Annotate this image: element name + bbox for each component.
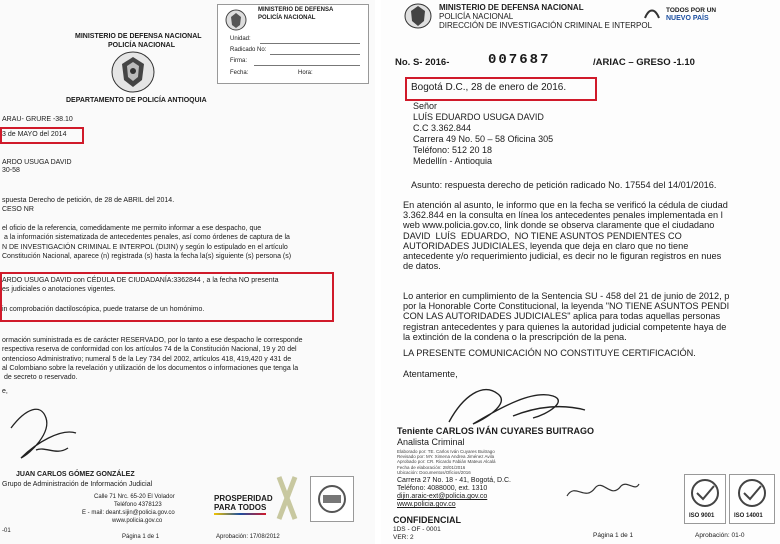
right-letter-page [381,0,780,544]
left-footer-approval: Aprobación: 17/08/2012 [216,534,280,540]
iso-14001-logo [729,474,775,524]
right-signer-title: Analista Criminal [397,437,465,447]
reception-stamp-box [217,4,369,84]
left-reference-code: ARAU- GRURE -38.10 [2,116,73,123]
right-approval: Aprobación: 01-0 [695,532,745,539]
stamp-crest-icon [224,8,248,32]
right-signature-icon [443,376,593,432]
right-footer-address: Carrera 27 No. 18 - 41, Bogotá, D.C. [397,477,511,484]
left-header-police: POLICÍA NACIONAL [108,42,176,49]
left-footer-address: Calle 71 Nrc. 65-20 El Volador [94,494,175,500]
left-signer-title: Grupo de Administración de Información Judicial [2,481,153,488]
left-closing: e, [2,388,8,395]
left-addressee-name: ARDO USUGA DAVID [2,159,72,166]
left-footer-code: -01 [2,528,11,534]
stamp-title-line1: MINISTERIO DE DEFENSA [258,7,334,13]
left-letter-page [0,0,375,544]
right-closing: Atentamente, [403,369,458,379]
slogan-line2: NUEVO PAÍS [666,15,709,22]
left-footer-phone: Teléfono 4378123 [114,502,162,508]
left-department: DEPARTAMENTO DE POLICÍA ANTIOQUIA [66,97,207,104]
right-page: Página 1 de 1 [593,532,634,539]
stamp-title-line2: POLICÍA NACIONAL [258,15,316,21]
right-footer-phone: Teléfono: 4088000, ext. 1310 [397,485,488,492]
left-signer-name: JUAN CARLOS GÓMEZ GONZÁLEZ [16,471,135,478]
right-ref-suffix: /ARIAC – GRESO -1.10 [593,57,695,68]
iso-14001-seal-icon [730,475,774,511]
stamp-field-firma: Firma: [230,58,247,64]
prosperity-logo-line2: PARA TODOS [214,503,267,512]
right-ref-prefix: No. S- 2016- [395,57,450,68]
right-addressee-line1: LUÍS EDUARDO USUGA DAVID [413,112,544,122]
stamp-field-hora: Hora: [298,70,313,76]
right-header-direction: DIRECCIÓN DE INVESTIGACIÓN CRIMINAL E INTERPOL [439,21,653,30]
iso-9001-logo [684,474,726,524]
right-footer-email: dijin.araic-ext@policia.gov.co [397,493,488,500]
right-addressee-line3: Carrera 49 No. 50 – 58 Oficina 305 [413,134,554,144]
flag-x-icon [276,474,298,522]
stamp-field-radicado-line [270,54,360,55]
right-doc-code: 1DS - OF - 0001 [393,526,441,533]
stamp-field-radicado: Radicado No: [230,47,267,53]
right-signer-name: Teniente CARLOS IVÁN CUYARES BUITRAGO [397,426,595,436]
prosperity-logo-bar [214,513,266,515]
stamp-field-unidad: Unidad: [230,36,251,42]
right-version: VER: 2 [393,534,414,541]
right-header-ministry: MINISTERIO DE DEFENSA NACIONAL [439,3,584,12]
left-note: in comprobación dactiloscópica, puede tratarse de un homónimo. [2,306,205,313]
right-tiny-block: Elaborado por: TE. Carlos Iván Cuyares Buitrago Revisado por: MY. Ximena Andrea Jiménez Avila Aprobado por: CR. Ricardo Fabián Mateus Alcalá Fecha de elaboración: 28/01/2016 Ubicación: Documentos/Oficios/2016 [397,449,496,475]
left-subject-line2: CESO NR [2,206,34,213]
certification-logo [310,476,354,522]
left-date: 3 de MAYO del 2014 [2,131,67,138]
right-addressee-line4: Teléfono: 512 20 18 [413,145,493,155]
stamp-field-unidad-line [260,43,360,44]
right-body-paragraph1: En atención al asunto, le informo que en la fecha se verificó la cédula de ciudad 3.362.844 en la consulta en línea los antecedentes penales implementada en l web www.policia.gov.co, link donde se observa claramente que el ciudadano DAVID LUÍS EDUARDO, NO TIENE ASUNTOS PENDIENTES CO AUTORIDADES JUDICIALES, leyenda que deja en claro que no tiene antecedente y/o requerimiento judicial, es decir no le figuran registros en nues de datos. [403,200,728,272]
iso-14001-label: ISO 14001 [734,513,763,519]
right-date: Bogotá D.C., 28 de enero de 2016. [411,82,567,93]
left-footer-email: E - mail: deant.sijin@policia.gov.co [82,510,175,516]
right-handwritten-mark-icon [563,476,643,506]
right-header-police: POLICÍA NACIONAL [439,12,514,21]
left-footer-page: Página 1 de 1 [122,534,160,540]
left-body-paragraph2: ormación suministrada es de carácter RESERVADO, por lo tanto a ese despacho le corresponde respectiva reserva de conformidad con los artículos 74 de la Constitución Nacional, 19 y 20 del ontencioso Administrativo; numeral 5 de la Ley 734 del 2002, artículos 418, 419,420 y 431 de al Colombiano sobre la revelación y utilización de los documentos o informaciones que tenga la de secreto o reservado. [2,337,303,382]
left-body-paragraph1: el oficio de la referencia, comedidamente me permito informar a ese despacho, que a la información sistematizada de antecedentes penales, así como órdenes de captura de la N DE INVESTIGACIÓN CRIMINAL E INTERPOL (DIJIN) y según lo estipulado en el artículo Constitución Nacional, aparece (n) registrada (s) hasta la fecha la(s) siguiente (s) persona (s) [2,225,292,260]
right-salutation: Señor [413,101,438,111]
prosperity-logo-line1: PROSPERIDAD [214,494,273,503]
left-result-text: ARDO USUGA DAVID con CÉDULA DE CIUDADANÍA:3362844 , a la fecha NO presenta es judiciales o anotaciones vigentes. [2,277,279,294]
right-police-crest-icon [403,2,433,30]
left-subject: spuesta Derecho de petición, de 28 de ABRIL del 2014. [2,197,175,204]
iso-9001-seal-icon [685,475,725,511]
stamp-field-fecha: Fecha: [230,70,249,76]
right-addressee-line2: C.C 3.362.844 [413,123,472,133]
slogan-line1: TODOS POR UN [666,7,717,14]
right-addressee-line5: Medellín - Antioquia [413,156,493,166]
right-footer-web: www.policia.gov.co [397,501,456,508]
stamp-field-firma-line [254,65,360,66]
left-addressee-line2: 30-58 [2,167,20,174]
iso-9001-label: ISO 9001 [689,513,715,519]
police-crest-icon [110,50,156,94]
right-subject: Asunto: respuesta derecho de petición radicado No. 17554 del 14/01/2016. [411,180,717,190]
certification-seal-icon [311,477,353,521]
left-signature-icon [6,398,86,468]
right-body-paragraph2: Lo anterior en cumplimiento de la Sentencia SU - 458 del 21 de junio de 2012, p por la Honorable Corte Constitucional, la leyenda "NO TIENE ASUNTOS PENDI CON LAS AUTORIDADES JUDICIALES" aplica para todas aquellas personas registran antecedentes y para quienes la autoridad judicial competente haya de la extinción de la condena o la prescripción de la pena. [403,291,730,342]
left-footer-web: www.policia.gov.co [112,518,163,524]
right-classification: CONFIDENCIAL [393,515,461,525]
right-notice: LA PRESENTE COMUNICACIÓN NO CONSTITUYE CERTIFICACIÓN. [403,348,696,358]
slogan-mark-icon [643,6,661,22]
left-header-ministry: MINISTERIO DE DEFENSA NACIONAL [75,33,202,40]
right-ref-number: 007687 [488,52,551,68]
